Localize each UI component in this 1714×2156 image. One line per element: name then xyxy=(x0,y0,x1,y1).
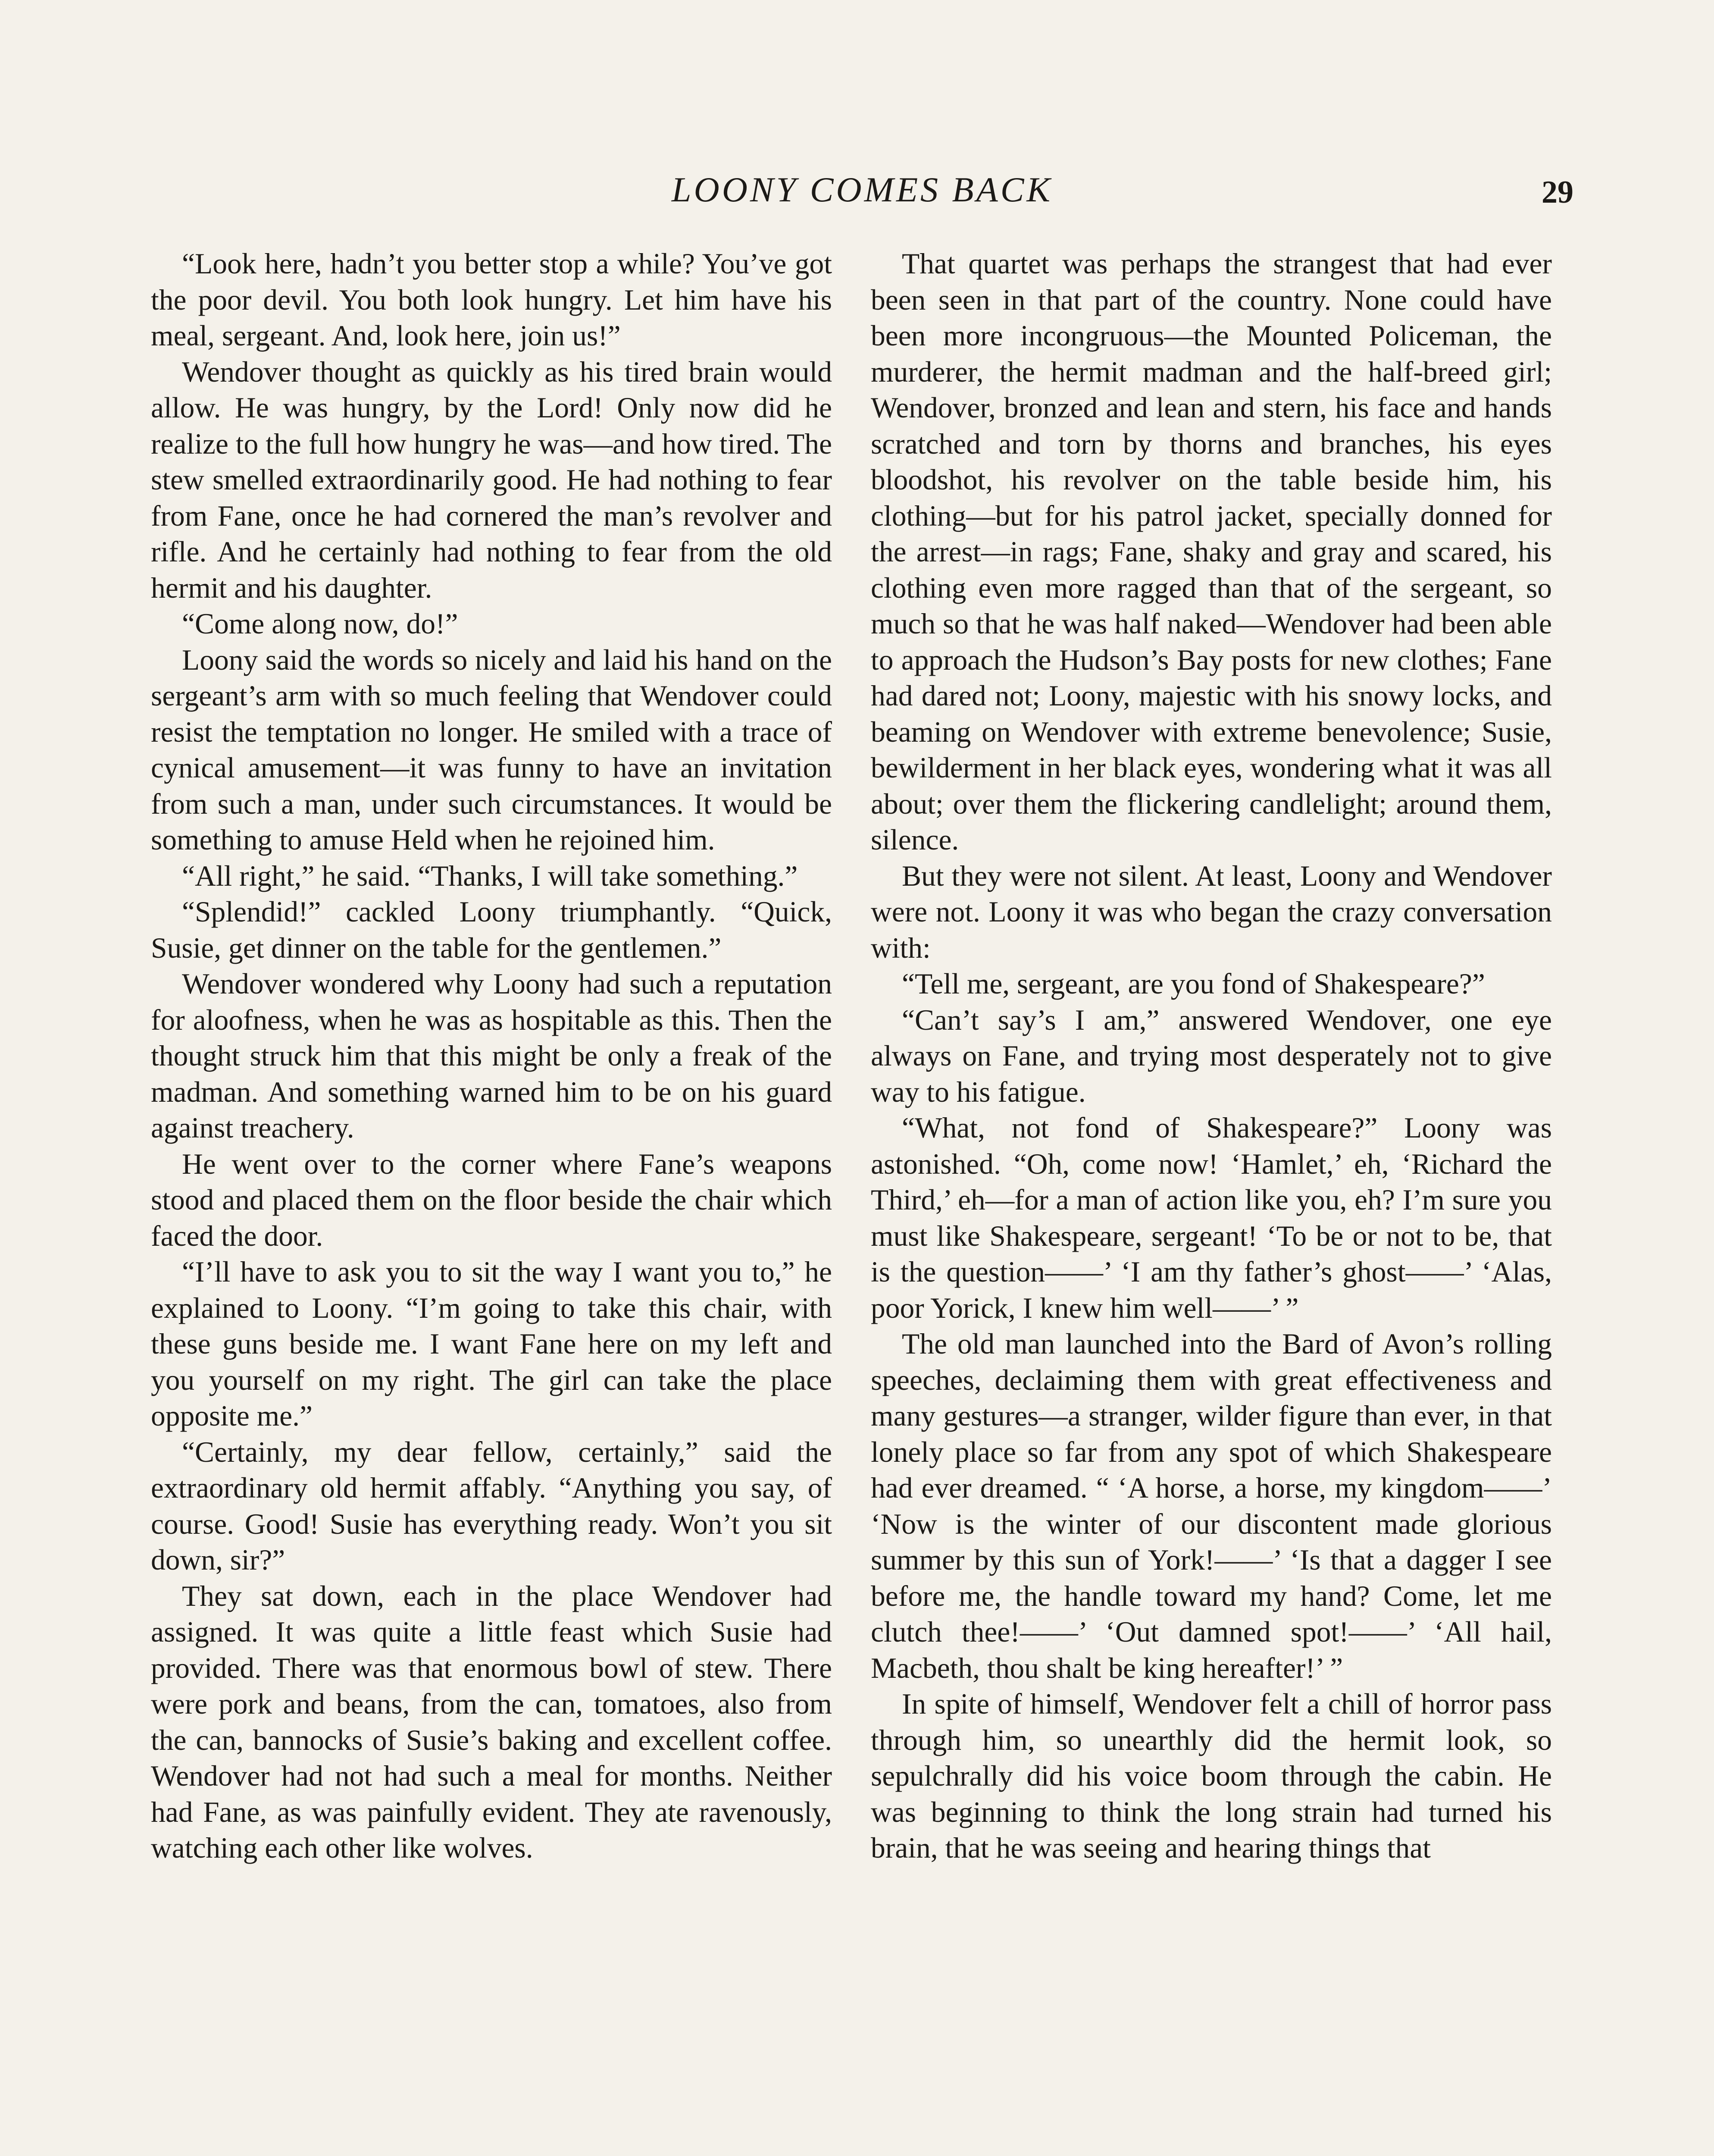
paragraph: “Can’t say’s I am,” answered Wendover, one eye always on Fane, and trying most desperately not to give way to his fatigue. xyxy=(871,1003,1552,1108)
paragraph: “Look here, hadn’t you better stop a while? You’ve got the poor devil. You both look hungry. Let him have his meal, sergeant. And, look here, join us!” xyxy=(151,248,832,352)
page-number: 29 xyxy=(1542,175,1573,210)
paragraph: “Splendid!” cackled Loony triumphantly. “Quick, Susie, get dinner on the table for the gentlemen.” xyxy=(151,896,832,964)
paragraph: Loony said the words so nicely and laid his hand on the sergeant’s arm with so much feeling that Wendover could resist the temptation no longer. He smiled with a trace of cynical amusement—it was funny to have an invitation from such a man, under such circumstances. It would be something to amuse Held when he rejoined him. xyxy=(151,643,832,856)
paragraph: The old man launched into the Bard of Avon’s rolling speeches, declaiming them with great effectiveness and many gestures—a stranger, wilder figure than ever, in that lonely place so far from any spot of which Shakespeare had ever dreamed. “ ‘A horse, a horse, my kingdom——’ ‘Now is the winter of our discontent made glorious summer by this sun of York!——’ ‘Is that a dagger I see before me, the handle toward my hand? Come, let me clutch thee!——’ ‘Out damned spot!——’ ‘All hail, Macbeth, thou shalt be king hereafter!’ ” xyxy=(871,1328,1552,1684)
paragraph: “All right,” he said. “Thanks, I will take something.” xyxy=(182,859,798,892)
paragraph: “I’ll have to ask you to sit the way I want you to,” he explained to Loony. “I’m going to take this chair, with these guns beside me. I want Fane here on my left and you yourself on my right. The girl can take the place opposite me.” xyxy=(151,1256,832,1432)
left-column xyxy=(151,246,832,1866)
paragraph: “Come along now, do!” xyxy=(182,608,458,640)
paragraph: “Tell me, sergeant, are you fond of Shakespeare?” xyxy=(902,968,1485,1000)
paragraph: But they were not silent. At least, Loony and Wendover were not. Loony it was who began the crazy conversation with: xyxy=(871,859,1552,964)
paragraph: They sat down, each in the place Wendover had assigned. It was quite a little feast which Susie had provided. There was that enormous bowl of stew. There were pork and beans, from the can, tomatoes, also from the can, bannocks of Susie’s baking and excellent coffee. Wendover had not had such a meal for months. Neither had Fane, as was painfully evident. They ate ravenously, watching each other like wolves. xyxy=(151,1579,832,1864)
right-column xyxy=(871,246,1552,1866)
page-header xyxy=(155,166,1573,222)
paragraph: Wendover thought as quickly as his tired brain would allow. He was hungry, by the Lord! Only now did he realize to the full how hungry he was—and how tired. The stew smelled extraordinarily good. He had nothing to fear from Fane, once he had cornered the man’s revolver and rifle. And he certainly had nothing to fear from the old hermit and his daughter. xyxy=(151,355,832,604)
paragraph: In spite of himself, Wendover felt a chill of horror pass through him, so unearthly did the hermit look, so sepulchrally did his voice boom through the cabin. He was beginning to think the long strain had turned his brain, that he was seeing and hearing things that xyxy=(871,1688,1552,1864)
paragraph: That quartet was perhaps the strangest that had ever been seen in that part of the country. None could have been more incongruous—the Mounted Policeman, the murderer, the hermit madman and the half-breed girl; Wendover, bronzed and lean and stern, his face and hands scratched and torn by thorns and branches, his eyes bloodshot, his revolver on the table beside him, his clothing—but for his patrol jacket, specially donned for the arrest—in rags; Fane, shaky and gray and scared, his clothing even more ragged than that of the sergeant, so much so that he was half naked—Wendover had been able to approach the Hudson’s Bay posts for new clothes; Fane had dared not; Loony, majestic with his snowy locks, and beaming on Wendover with extreme benevolence; Susie, bewilderment in her black eyes, wondering what it was all about; over them the flickering candlelight; around them, silence. xyxy=(871,248,1552,856)
running-title: LOONY COMES BACK xyxy=(671,170,1053,209)
paragraph: He went over to the corner where Fane’s weapons stood and placed them on the floor beside the chair which faced the door. xyxy=(151,1147,832,1252)
paragraph: Wendover wondered why Loony had such a reputation for aloofness, when he was as hospitable as this. Then the thought struck him that this might be only a freak of the madman. And something warned him to be on his guard against treachery. xyxy=(151,968,832,1144)
paragraph: “What, not fond of Shakespeare?” Loony was astonished. “Oh, come now! ‘Hamlet,’ eh, ‘Richard the Third,’ eh—for a man of action like you, eh? I’m sure you must like Shakespeare, sergeant! ‘To be or not to be, that is the question——’ ‘I am thy father’s ghost——’ ‘Alas, poor Yorick, I knew him well——’ ” xyxy=(871,1112,1552,1324)
paragraph: “Certainly, my dear fellow, certainly,” said the extraordinary old hermit affably. “Anything you say, of course. Good! Susie has everything ready. Won’t you sit down, sir?” xyxy=(151,1435,832,1576)
